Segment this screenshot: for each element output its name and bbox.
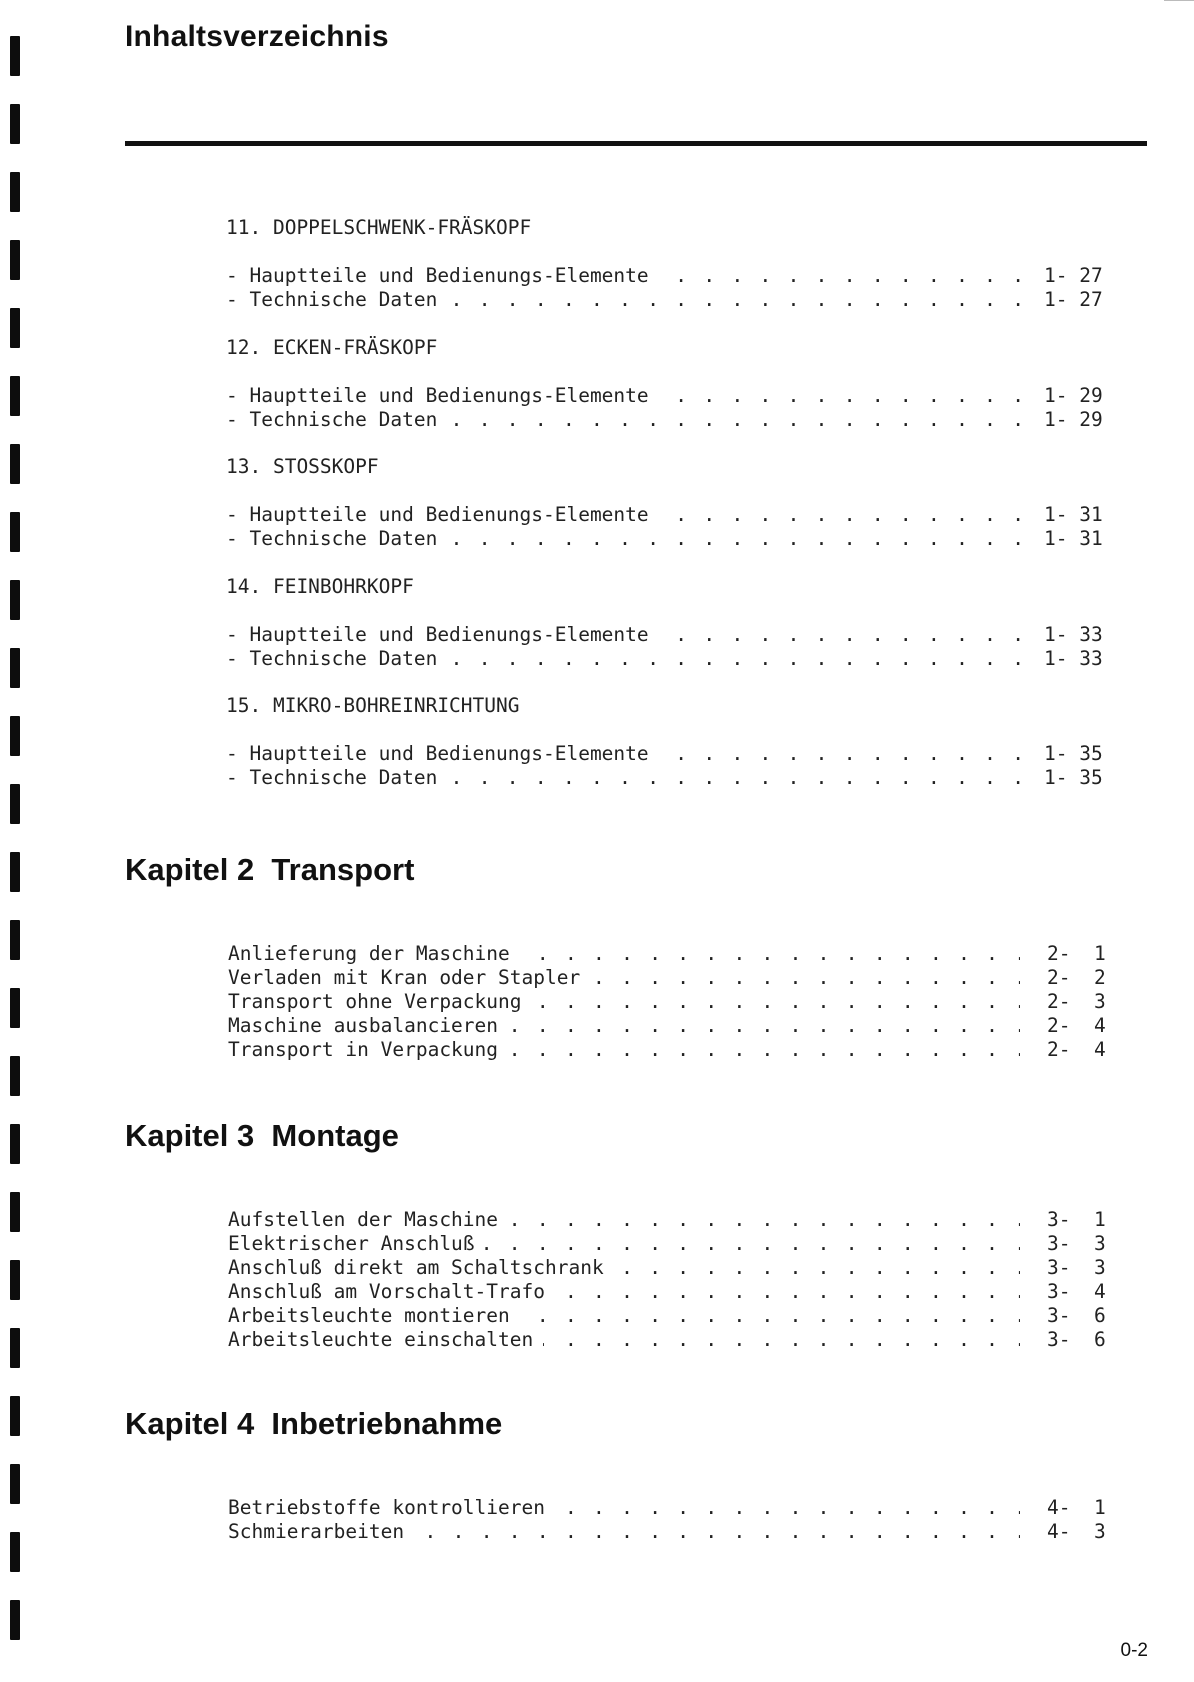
toc-entry bbox=[226, 527, 1020, 551]
toc-entry bbox=[226, 623, 1020, 647]
toc-entry bbox=[226, 647, 1020, 671]
binding-hole bbox=[10, 1600, 20, 1640]
toc-entry-title: Maschine ausbalancieren bbox=[228, 1014, 508, 1038]
toc-entry-title: Transport in Verpackung bbox=[228, 1038, 508, 1062]
chapter-heading: Kapitel 3 Montage bbox=[125, 1118, 399, 1153]
toc-entry-page: 3- 1 bbox=[1047, 1208, 1106, 1231]
toc-entry bbox=[228, 1232, 1020, 1256]
toc-entry-title: Elektrischer Anschluß bbox=[228, 1232, 485, 1256]
toc-entry-title: Anschluß direkt am Schaltschrank bbox=[228, 1256, 614, 1280]
toc-entry-title: - Hauptteile und Bedienungs-Elemente bbox=[226, 623, 659, 647]
toc-entry-page: 1- 29 bbox=[1044, 384, 1103, 407]
toc-entry-page: 2- 4 bbox=[1047, 1038, 1106, 1061]
toc-entry-title: Aufstellen der Maschine bbox=[228, 1208, 508, 1232]
toc-entry-page: 2- 3 bbox=[1047, 990, 1106, 1013]
toc-entry-title: Arbeitsleuchte einschalten bbox=[228, 1328, 543, 1352]
toc-entry bbox=[228, 990, 1020, 1014]
binding-hole bbox=[10, 852, 20, 892]
toc-entry-page: 3- 3 bbox=[1047, 1256, 1106, 1279]
toc-entry-title: Anlieferung der Maschine bbox=[228, 942, 520, 966]
toc-entry-title: Transport ohne Verpackung bbox=[228, 990, 532, 1014]
page-number: 0-2 bbox=[1120, 1640, 1148, 1661]
toc-entry-title: - Hauptteile und Bedienungs-Elemente bbox=[226, 264, 659, 288]
toc-entry bbox=[228, 966, 1020, 990]
binding-hole bbox=[10, 580, 20, 620]
toc-entry-title: - Hauptteile und Bedienungs-Elemente bbox=[226, 742, 659, 766]
toc-entry bbox=[228, 1038, 1020, 1062]
toc-entry bbox=[226, 288, 1020, 312]
binding-hole bbox=[10, 1396, 20, 1436]
binding-hole bbox=[10, 36, 20, 76]
toc-entry-page: 3- 4 bbox=[1047, 1280, 1106, 1303]
section-heading: 11. DOPPELSCHWENK-FRÄSKOPF bbox=[226, 216, 532, 239]
binding-hole bbox=[10, 444, 20, 484]
toc-entry-page: 4- 3 bbox=[1047, 1520, 1106, 1543]
chapter-heading: Kapitel 4 Inbetriebnahme bbox=[125, 1406, 503, 1441]
page-corner bbox=[1164, 0, 1194, 31]
toc-entry bbox=[226, 408, 1020, 432]
page-title: Inhaltsverzeichnis bbox=[125, 20, 389, 53]
toc-entry bbox=[228, 1208, 1020, 1232]
toc-entry-page: 1- 33 bbox=[1044, 647, 1103, 670]
toc-entry-title: Verladen mit Kran oder Stapler bbox=[228, 966, 590, 990]
toc-entry-page: 2- 4 bbox=[1047, 1014, 1106, 1037]
toc-entry-title: Betriebstoffe kontrollieren bbox=[228, 1496, 555, 1520]
toc-entry bbox=[228, 1280, 1020, 1304]
toc-entry bbox=[226, 742, 1020, 766]
toc-entry-title: - Hauptteile und Bedienungs-Elemente bbox=[226, 384, 659, 408]
binding-hole bbox=[10, 1124, 20, 1164]
binding-hole bbox=[10, 1056, 20, 1096]
toc-entry-title: Schmierarbeiten bbox=[228, 1520, 414, 1544]
toc-entry-title: - Technische Daten bbox=[226, 647, 447, 671]
toc-entry-page: 3- 6 bbox=[1047, 1304, 1106, 1327]
toc-entry-page: 4- 1 bbox=[1047, 1496, 1106, 1519]
toc-entry bbox=[226, 766, 1020, 790]
binding-hole bbox=[10, 376, 20, 416]
binding-hole bbox=[10, 1192, 20, 1232]
section-heading: 15. MIKRO-BOHREINRICHTUNG bbox=[226, 694, 520, 717]
toc-entry-title: - Technische Daten bbox=[226, 288, 447, 312]
toc-entry bbox=[228, 1520, 1020, 1544]
binding-hole bbox=[10, 1464, 20, 1504]
toc-entry-page: 1- 31 bbox=[1044, 503, 1103, 526]
toc-entry bbox=[228, 1496, 1020, 1520]
toc-entry-page: 1- 27 bbox=[1044, 264, 1103, 287]
toc-entry-page: 3- 6 bbox=[1047, 1328, 1106, 1351]
toc-entry bbox=[228, 942, 1020, 966]
binding-hole bbox=[10, 784, 20, 824]
toc-entry-title: Arbeitsleuchte montieren bbox=[228, 1304, 520, 1328]
toc-entry-page: 1- 35 bbox=[1044, 766, 1103, 789]
toc-entry bbox=[226, 503, 1020, 527]
binding-hole bbox=[10, 1260, 20, 1300]
title-rule bbox=[125, 141, 1147, 146]
toc-entry-title: - Technische Daten bbox=[226, 408, 447, 432]
binding-hole bbox=[10, 172, 20, 212]
toc-entry-page: 1- 31 bbox=[1044, 527, 1103, 550]
binding-hole bbox=[10, 1328, 20, 1368]
binding-hole bbox=[10, 648, 20, 688]
toc-entry-title: Anschluß am Vorschalt-Trafo bbox=[228, 1280, 555, 1304]
toc-entry-page: 1- 27 bbox=[1044, 288, 1103, 311]
section-heading: 12. ECKEN-FRÄSKOPF bbox=[226, 336, 438, 359]
toc-entry bbox=[226, 384, 1020, 408]
binding-hole bbox=[10, 920, 20, 960]
toc-entry-page: 1- 29 bbox=[1044, 408, 1103, 431]
toc-entry-title: - Hauptteile und Bedienungs-Elemente bbox=[226, 503, 659, 527]
binding-hole bbox=[10, 716, 20, 756]
toc-entry-page: 3- 3 bbox=[1047, 1232, 1106, 1255]
toc-entry-page: 2- 1 bbox=[1047, 942, 1106, 965]
toc-entry bbox=[228, 1328, 1020, 1352]
binding-hole bbox=[10, 240, 20, 280]
toc-entry-page: 1- 35 bbox=[1044, 742, 1103, 765]
toc-entry-title: - Technische Daten bbox=[226, 527, 447, 551]
binding-hole bbox=[10, 1532, 20, 1572]
binding-hole bbox=[10, 308, 20, 348]
toc-entry bbox=[228, 1256, 1020, 1280]
section-heading: 13. STOSSKOPF bbox=[226, 455, 379, 478]
toc-entry-page: 1- 33 bbox=[1044, 623, 1103, 646]
toc-entry-title: - Technische Daten bbox=[226, 766, 447, 790]
toc-entry-page: 2- 2 bbox=[1047, 966, 1106, 989]
binding-hole bbox=[10, 512, 20, 552]
binding-hole bbox=[10, 104, 20, 144]
binding-hole bbox=[10, 988, 20, 1028]
toc-entry bbox=[228, 1014, 1020, 1038]
toc-entry bbox=[228, 1304, 1020, 1328]
toc-entry bbox=[226, 264, 1020, 288]
section-heading: 14. FEINBOHRKOPF bbox=[226, 575, 414, 598]
chapter-heading: Kapitel 2 Transport bbox=[125, 852, 415, 887]
